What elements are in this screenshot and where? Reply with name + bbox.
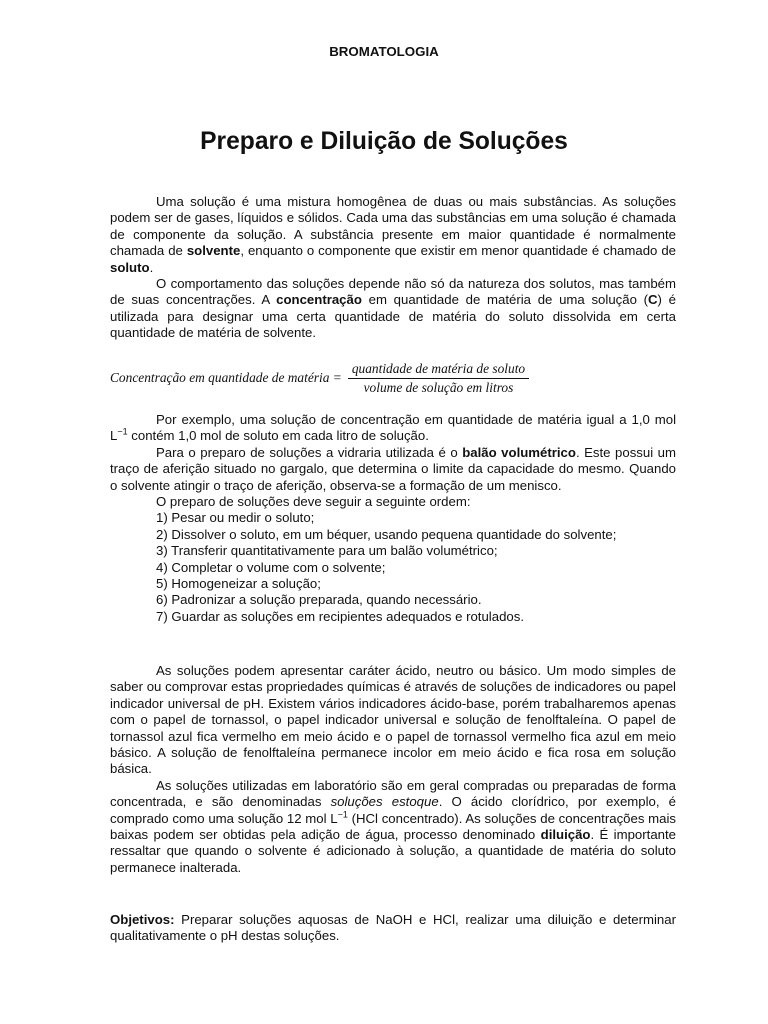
term-solvente: solvente xyxy=(186,243,241,259)
page-header: BROMATOLOGIA xyxy=(329,44,439,59)
page-title: Preparo e Diluição de Soluções xyxy=(200,128,568,155)
list-item: 6) Padronizar a solução preparada, quando necessário. xyxy=(156,592,482,608)
acidity-paragraph: As soluções podem apresentar caráter ácido, neutro ou básico. Um modo simples de saber ou comprovar estas propriedades químicas é através de soluções de indicadores ou papel indicador universal de pH. Existem vários indicadores ácido-base, porém trabalharemos apenas com o papel de tornassol, o papel indicador universal e solução de fenolftaleína. O papel de tornassol azul fica vermelho em meio ácido e o papel de tornassol vermelho fica azul em meio básico. A solução de fenolftaleína permanece incolor em meio ácido e fica rosa em solução básica. xyxy=(110,663,676,777)
formula-denominator: volume de solução em litros xyxy=(363,379,514,395)
term-concentracao: concentração xyxy=(276,292,362,308)
formula-label: Concentração em quantidade de matéria = xyxy=(110,370,342,385)
list-item: 2) Dissolver o soluto, em um béquer, usando pequena quantidade do solvente; xyxy=(156,526,617,542)
dilution-paragraph: As soluções utilizadas em laboratório são em geral compradas ou preparadas de forma concentrada, e são denominadas soluções estoque. O ácido clorídrico, por exemplo, é comprado como uma solução 12 mol $L^{-1}$ (HCl concentrado). As soluções de concentrações mais baixas podem ser obtidas pela adição de água, processo denominado diluição. É importante ressaltar que quando o solvente é adicionado à solução, a quantidade de matéria do soluto permanece inalterada. xyxy=(110,777,676,875)
term-soluto: soluto xyxy=(110,259,150,275)
objectives-paragraph: Objetivos: Preparar soluções aquosas de NaOH e HCl, realizar uma diluição e determinar qualitativamente o pH destas soluções. xyxy=(110,912,676,944)
list-item: 1) Pesar ou medir o soluto; xyxy=(156,510,315,526)
term-c: C xyxy=(648,292,658,308)
list-item: 7) Guardar as soluções em recipientes adequados e rotulados. xyxy=(156,608,525,624)
formula-fraction xyxy=(348,361,529,396)
term-solucoes-estoque: soluções estoque xyxy=(330,794,439,810)
formula-numerator: quantidade de matéria de soluto xyxy=(348,361,529,379)
acidity-section xyxy=(110,663,676,876)
objectives-label: Objetivos: xyxy=(110,912,175,927)
flask-paragraph: Para o preparo de soluções a vidraria utilizada é o balão volumétrico. Este possui um traço de aferição situado no gargalo, que determina o limite da capacidade do mesmo. Quando o solvente atingir o traço de aferição, observa-se a formação de um menisco. xyxy=(110,444,676,493)
list-item: 5) Homogeneizar a solução; xyxy=(156,576,321,592)
list-item: 3) Transferir quantitativamente para um balão volumétrico; xyxy=(156,543,498,559)
list-item: 4) Completar o volume com o solvente; xyxy=(156,559,386,575)
procedure-steps xyxy=(110,510,676,625)
example-paragraph: Por exemplo, uma solução de concentração em quantidade de matéria igual a 1,0 mol $L^{-1}$ contém 1,0 mol de soluto em cada litro de solução. xyxy=(110,412,676,444)
intro-paragraph-2: O comportamento das soluções depende não só da natureza dos solutos, mas também de suas concentrações. A concentração em quantidade de matéria de uma solução (C) é utilizada para designar uma certa quantidade de matéria do soluto dissolvida em certa quantidade de matéria de solvente. xyxy=(110,276,676,341)
examples-section xyxy=(110,412,676,625)
term-diluicao: diluição xyxy=(540,827,591,843)
concentration-formula xyxy=(110,360,529,396)
intro-section xyxy=(110,194,676,342)
term-balao-volumetrico: balão volumétrico xyxy=(462,444,576,460)
procedure-intro: O preparo de soluções deve seguir a seguinte ordem: xyxy=(156,494,471,510)
intro-paragraph-1: Uma solução é uma mistura homogênea de duas ou mais substâncias. As soluções podem ser de gases, líquidos e sólidos. Cada uma das substâncias em uma solução é chamada de componente da solução. A substância presente em maior quantidade é normalmente chamada de solvente, enquanto o componente que existir em menor quantidade é chamado de soluto. xyxy=(110,194,676,275)
objectives-section xyxy=(110,912,676,945)
